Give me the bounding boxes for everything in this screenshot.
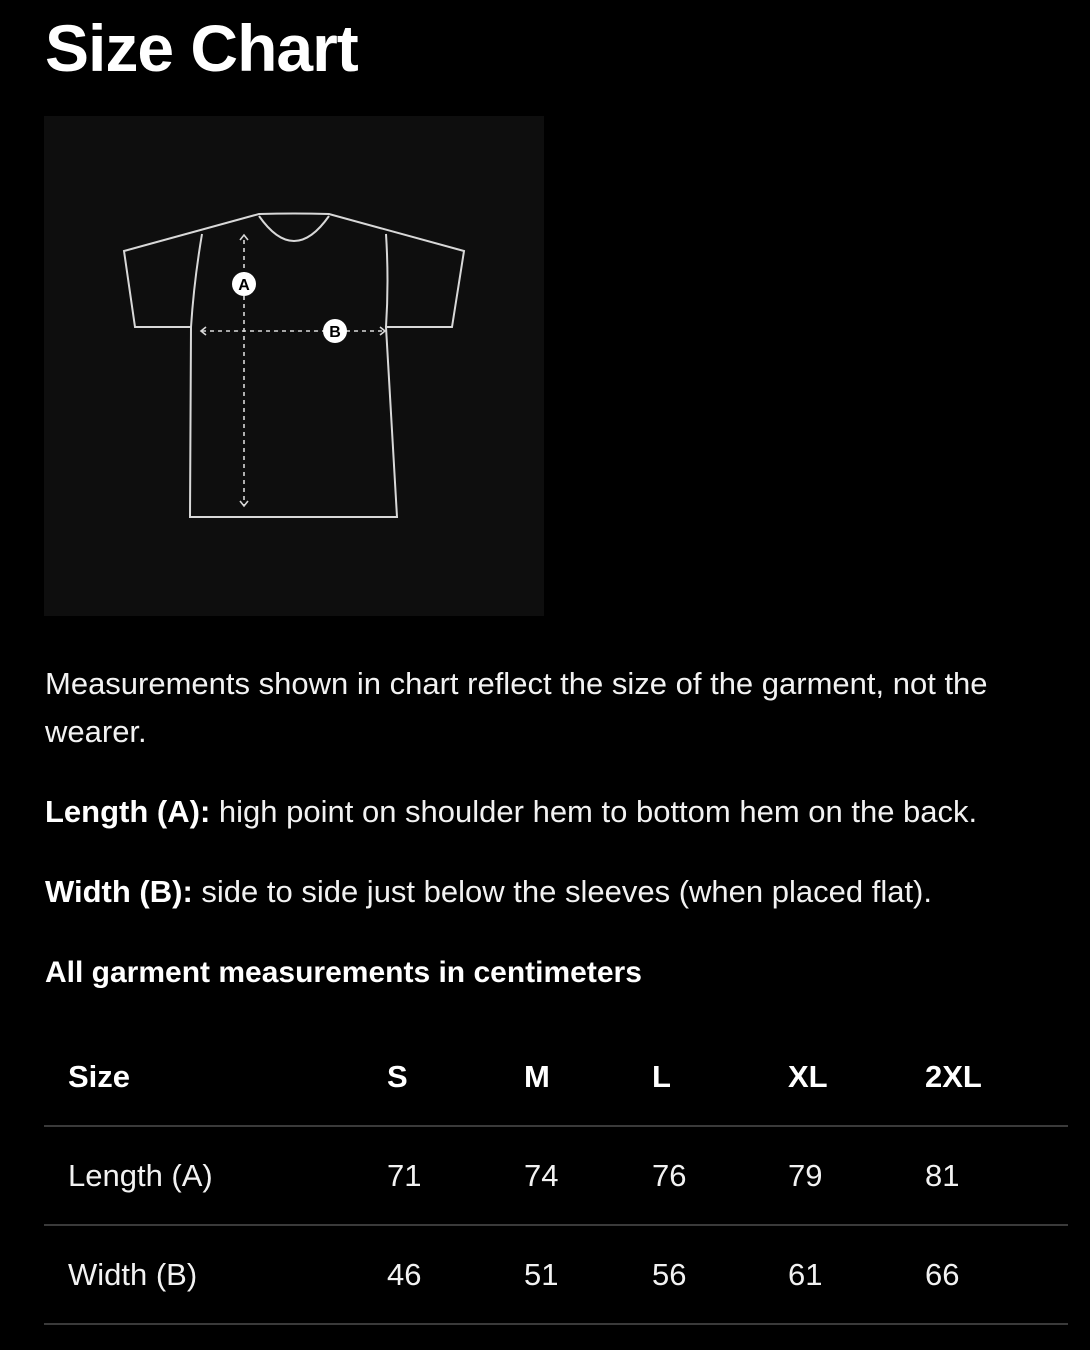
row-label: Width (B): [44, 1225, 387, 1324]
table-row: [44, 1126, 1068, 1225]
width-definition: [45, 872, 1085, 912]
right-sleeve-seam: [386, 234, 388, 327]
tshirt-measurement-diagram: [44, 116, 544, 616]
table-cell: 71: [387, 1126, 524, 1225]
table-cell: 81: [925, 1126, 1068, 1225]
left-sleeve-seam: [191, 234, 202, 327]
table-cell: 61: [788, 1225, 925, 1324]
page-title: Size Chart: [45, 11, 358, 85]
units-note: All garment measurements in centimeters: [45, 956, 642, 989]
length-definition-term: Length (A):: [45, 794, 211, 829]
table-cell: 79: [788, 1126, 925, 1225]
table-cell: 76: [652, 1126, 788, 1225]
header-size: Size: [44, 1028, 387, 1126]
header-l: L: [652, 1028, 788, 1126]
size-table: [44, 1028, 1068, 1325]
length-a-arrow-up-icon: [240, 235, 248, 240]
table-cell: 56: [652, 1225, 788, 1324]
measurement-note: Measurements shown in chart reflect the size of the garment, not the wearer.: [45, 666, 988, 749]
label-a-text: A: [238, 277, 250, 294]
row-label: Length (A): [44, 1126, 387, 1225]
tshirt-body-outline: [124, 214, 464, 518]
table-row: [44, 1225, 1068, 1324]
tshirt-neckline: [259, 216, 329, 241]
width-definition-text: side to side just below the sleeves (when placed flat).: [192, 874, 932, 909]
width-definition-term: Width (B):: [45, 874, 193, 909]
table-cell: 51: [524, 1225, 652, 1324]
table-cell: 66: [925, 1225, 1068, 1324]
header-xl: XL: [788, 1028, 925, 1126]
label-b-text: B: [329, 324, 341, 341]
table-header-row: [44, 1028, 1068, 1126]
tshirt-outline-icon: [44, 116, 544, 616]
table-cell: 74: [524, 1126, 652, 1225]
length-a-arrow-down-icon: [240, 501, 248, 506]
length-definition: [45, 792, 1085, 832]
length-definition-text: high point on shoulder hem to bottom hem on the back.: [210, 794, 978, 829]
table-cell: 46: [387, 1225, 524, 1324]
header-2xl: 2XL: [925, 1028, 1068, 1126]
header-m: M: [524, 1028, 652, 1126]
header-s: S: [387, 1028, 524, 1126]
